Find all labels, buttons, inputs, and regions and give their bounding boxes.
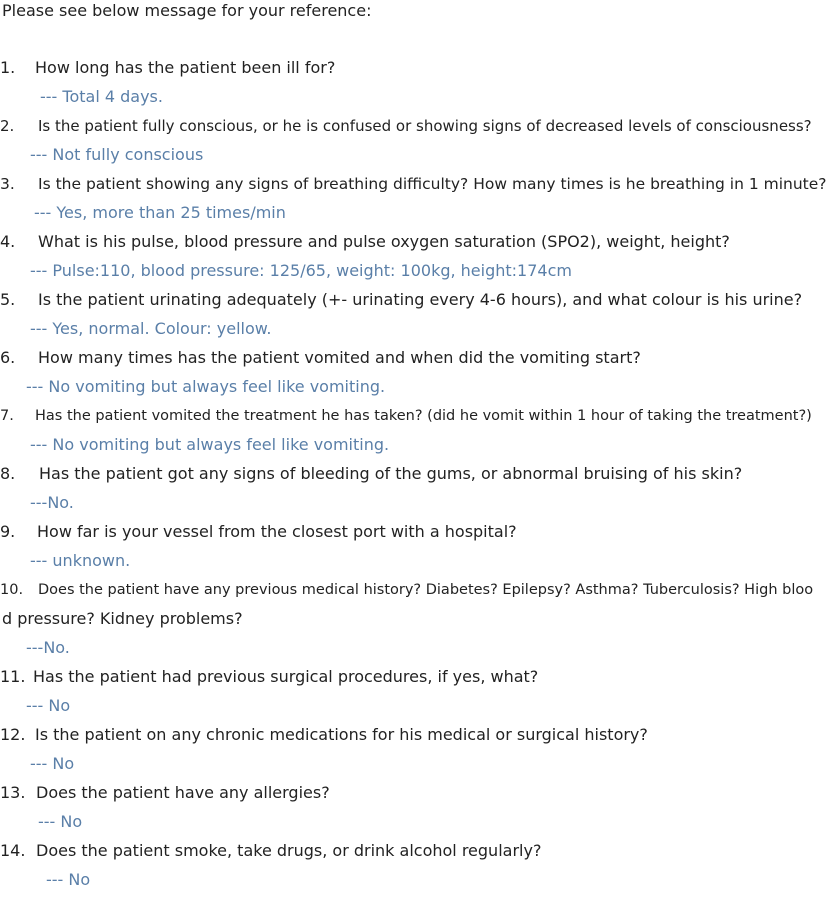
answer-9: --- unknown.: [30, 551, 131, 570]
question-4: [0, 231, 730, 253]
question-text: How long has the patient been ill for?: [35, 58, 336, 77]
question-text: Does the patient have any previous medical history? Diabetes? Epilepsy? Asthma? Tuberculosis? High bloo: [38, 582, 814, 598]
answer-10: ---No.: [26, 638, 70, 657]
question-text: Is the patient fully conscious, or he is confused or showing signs of decreased levels of consciousness?: [38, 117, 812, 135]
question-text: What is his pulse, blood pressure and pulse oxygen saturation (SPO2), weight, height?: [38, 232, 730, 251]
question-2: [0, 115, 812, 137]
question-8: [0, 463, 742, 485]
question-10-continued: d pressure? Kidney problems?: [2, 609, 243, 628]
question-text: Does the patient smoke, take drugs, or drink alcohol regularly?: [36, 841, 542, 860]
answer-8: ---No.: [30, 493, 74, 512]
question-number: 11.: [0, 667, 26, 686]
intro-text: Please see below message for your reference:: [2, 1, 372, 20]
question-5: [0, 289, 802, 311]
question-number: 8.: [0, 464, 16, 483]
question-number: 9.: [0, 522, 16, 541]
answer-1: --- Total 4 days.: [40, 87, 163, 106]
answer-11: --- No: [26, 696, 71, 715]
question-14: [0, 840, 541, 862]
answer-6: --- No vomiting but always feel like vomiting.: [26, 377, 386, 396]
answer-2: --- Not fully conscious: [30, 145, 204, 164]
question-11: [0, 666, 538, 688]
question-6: [0, 347, 641, 369]
question-number: 1.: [0, 58, 16, 77]
answer-4: --- Pulse:110, blood pressure: 125/65, weight: 100kg, height:174cm: [30, 261, 572, 280]
question-number: 13.: [0, 783, 26, 802]
question-12: [0, 724, 648, 746]
question-number: 6.: [0, 348, 16, 367]
question-1: [0, 57, 335, 79]
answer-7: --- No vomiting but always feel like vomiting.: [30, 435, 390, 454]
question-number: 4.: [0, 232, 16, 251]
question-number: 12.: [0, 725, 26, 744]
question-number: 14.: [0, 841, 26, 860]
answer-5: --- Yes, normal. Colour: yellow.: [30, 319, 272, 338]
question-10: [0, 579, 813, 601]
question-number: 10.: [0, 582, 24, 598]
question-text: Has the patient had previous surgical procedures, if yes, what?: [33, 667, 539, 686]
question-7: [0, 405, 812, 427]
question-text: Has the patient got any signs of bleeding of the gums, or abnormal bruising of his skin?: [39, 464, 743, 483]
question-9: [0, 521, 517, 543]
question-13: [0, 782, 330, 804]
question-text: Has the patient vomited the treatment he has taken? (did he vomit within 1 hour of taking the treatment?): [35, 408, 812, 424]
question-text: Is the patient urinating adequately (+- urinating every 4-6 hours), and what colour is his urine?: [38, 290, 803, 309]
answer-12: --- No: [30, 754, 75, 773]
question-number: 3.: [0, 175, 15, 193]
answer-3: --- Yes, more than 25 times/min: [34, 203, 286, 222]
question-number: 5.: [0, 290, 16, 309]
question-number: 7.: [0, 408, 14, 424]
answer-14: --- No: [46, 870, 91, 889]
question-3: [0, 173, 827, 195]
question-text: Is the patient on any chronic medications for his medical or surgical history?: [35, 725, 648, 744]
question-text: Is the patient showing any signs of breathing difficulty? How many times is he breathing in 1 minute?: [38, 175, 827, 193]
question-text: How far is your vessel from the closest port with a hospital?: [37, 522, 517, 541]
question-text: How many times has the patient vomited and when did the vomiting start?: [38, 348, 641, 367]
question-number: 2.: [0, 117, 15, 135]
answer-13: --- No: [38, 812, 83, 831]
question-text: Does the patient have any allergies?: [36, 783, 330, 802]
